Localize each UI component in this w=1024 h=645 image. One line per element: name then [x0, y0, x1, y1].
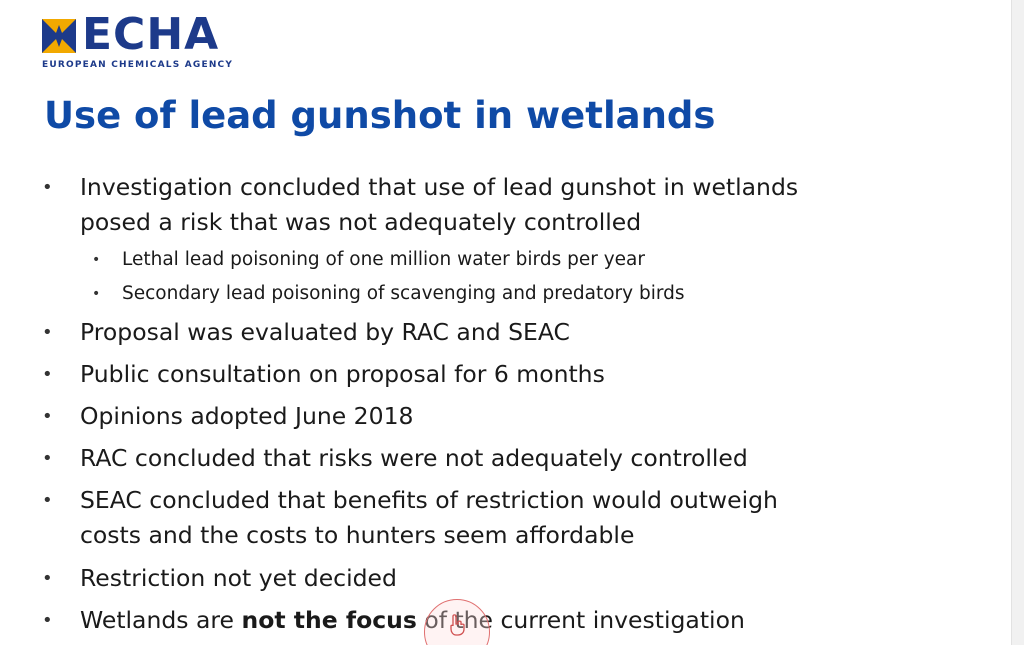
- bullet-item: [80, 561, 397, 596]
- echa-logo: [42, 9, 282, 76]
- logo-wordmark: ECHA: [82, 9, 220, 60]
- bullet-line: • Public consultation on proposal for 6 months: [80, 360, 605, 388]
- bullet-line: • Restriction not yet decided: [80, 564, 397, 592]
- bullet-line: • Opinions adopted June 2018: [80, 402, 414, 430]
- bullet-line: • RAC concluded that risks were not adequately controlled: [80, 444, 748, 472]
- bullet-line: [80, 603, 745, 638]
- bullet-item: [80, 399, 413, 434]
- bullet-line: posed a risk that was not adequately controlled: [80, 208, 642, 236]
- bullet-line: • Proposal was evaluated by RAC and SEAC: [80, 318, 570, 346]
- bullet-item: [80, 170, 798, 240]
- bullet-emphasis: not the focus: [241, 606, 417, 634]
- bullet-item: [80, 441, 748, 476]
- bullet-line: costs and the costs to hunters seem affordable: [80, 521, 635, 549]
- bullet-item: [80, 357, 605, 392]
- bullet-text: Wetlands are: [80, 606, 242, 634]
- scrollbar[interactable]: [1011, 0, 1024, 645]
- bullet-item: [80, 603, 745, 638]
- bullet-text: of the current investigation: [416, 606, 745, 634]
- logo-tagline: EUROPEAN CHEMICALS AGENCY: [42, 60, 234, 70]
- echa-star-mark-icon: [42, 19, 76, 53]
- sub-bullet-item: • Lethal lead poisoning of one million water birds per year: [122, 245, 645, 275]
- sub-bullet-item: • Secondary lead poisoning of scavenging and predatory birds: [122, 279, 685, 309]
- bullet-line: • Investigation concluded that use of lead gunshot in wetlands: [80, 173, 799, 201]
- pointer-glyph-icon: [449, 614, 467, 636]
- slide-title: Use of lead gunshot in wetlands: [44, 94, 716, 137]
- bullet-item: [80, 315, 570, 350]
- bullet-item: [80, 483, 778, 553]
- bullet-line: • SEAC concluded that benefits of restriction would outweigh: [80, 486, 778, 514]
